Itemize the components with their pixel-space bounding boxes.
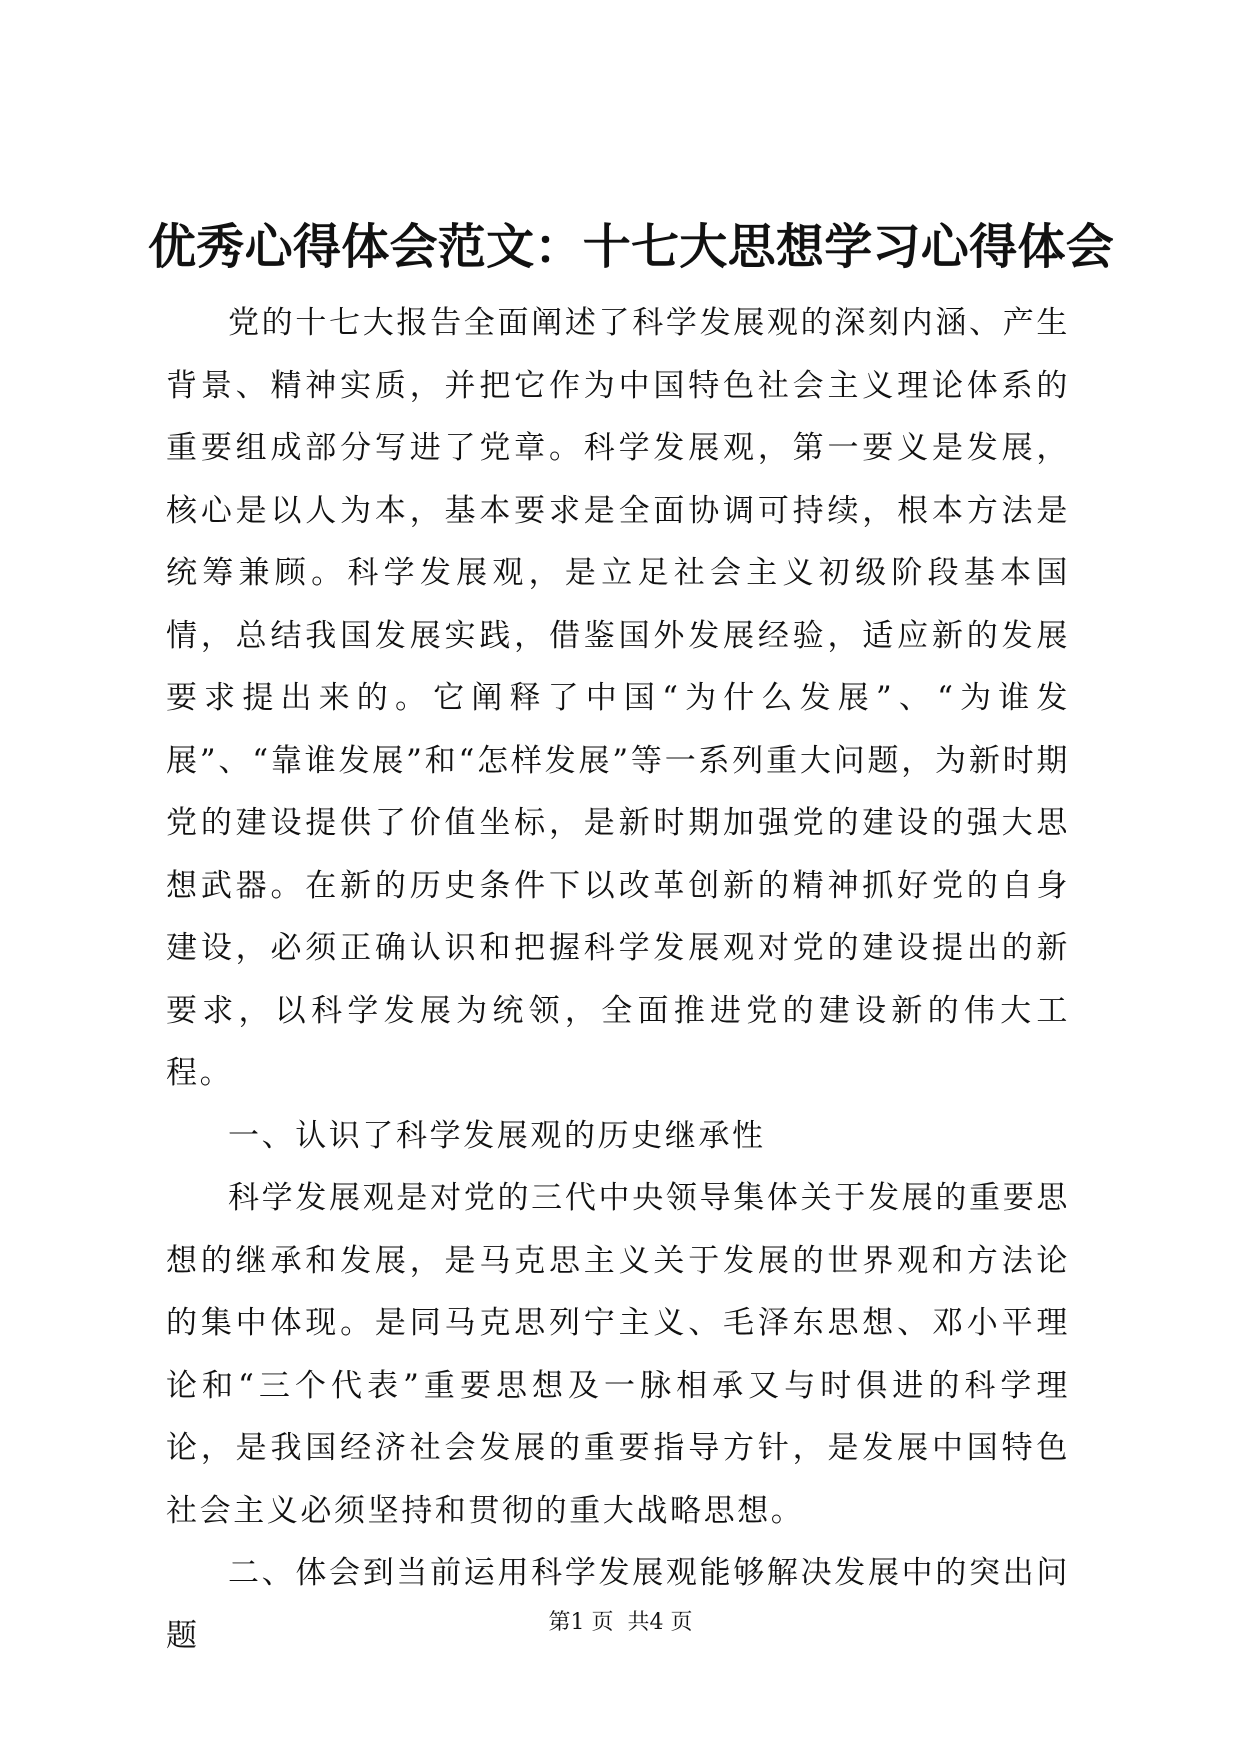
page-label-prefix: 第 [548,1610,571,1635]
total-label-prefix: 共 [627,1610,650,1635]
total-pages: 4 [649,1610,664,1635]
section-heading-1: 一、认识了科学发展观的历史继承性 [228,1117,766,1154]
total-label-suffix: 页 [670,1610,693,1635]
page-footer [0,1608,1241,1638]
paragraph-section-1: 科学发展观是对党的三代中央领导集体关于发展的重要思想的继承和发展，是马克思主义关于发展的世界观和方法论的集中体现。是同马克思列宁主义、毛泽东思想、邓小平理论和“三个代表”重要思想及一脉相承又与时俱进的科学理论，是我国经济社会发展的重要指导方针，是发展中国特色社会主义必须坚持和贯彻的重大战略思想。 [166,1180,1070,1529]
page-label-suffix: 页 [591,1610,614,1635]
section-heading-2: 二、体会到当前运用科学发展观能够解决发展中的突出问题 [166,1555,1070,1654]
paragraph-intro: 党的十七大报告全面阐述了科学发展观的深刻内涵、产生背景、精神实质，并把它作为中国特色社会主义理论体系的重要组成部分写进了党章。科学发展观，第一要义是发展，核心是以人为本，基本要求是全面协调可持续，根本方法是统筹兼顾。科学发展观，是立足社会主义初级阶段基本国情，总结我国发展实践，借鉴国外发展经验，适应新的发展要求提出来的。它阐释了中国“为什么发展”、“为谁发展”、“靠谁发展”和“怎样发展”等一系列重大问题，为新时期党的建设提供了价值坐标，是新时期加强党的建设的强大思想武器。在新的历史条件下以改革创新的精神抓好党的自身建设，必须正确认识和把握科学发展观对党的建设提出的新要求，以科学发展为统领，全面推进党的建设新的伟大工程。 [166,305,1070,1091]
document-body [166,292,1070,1667]
document-title: 优秀心得体会范文：十七大思想学习心得体会 [148,219,1115,275]
page-number: 1 [570,1610,585,1635]
